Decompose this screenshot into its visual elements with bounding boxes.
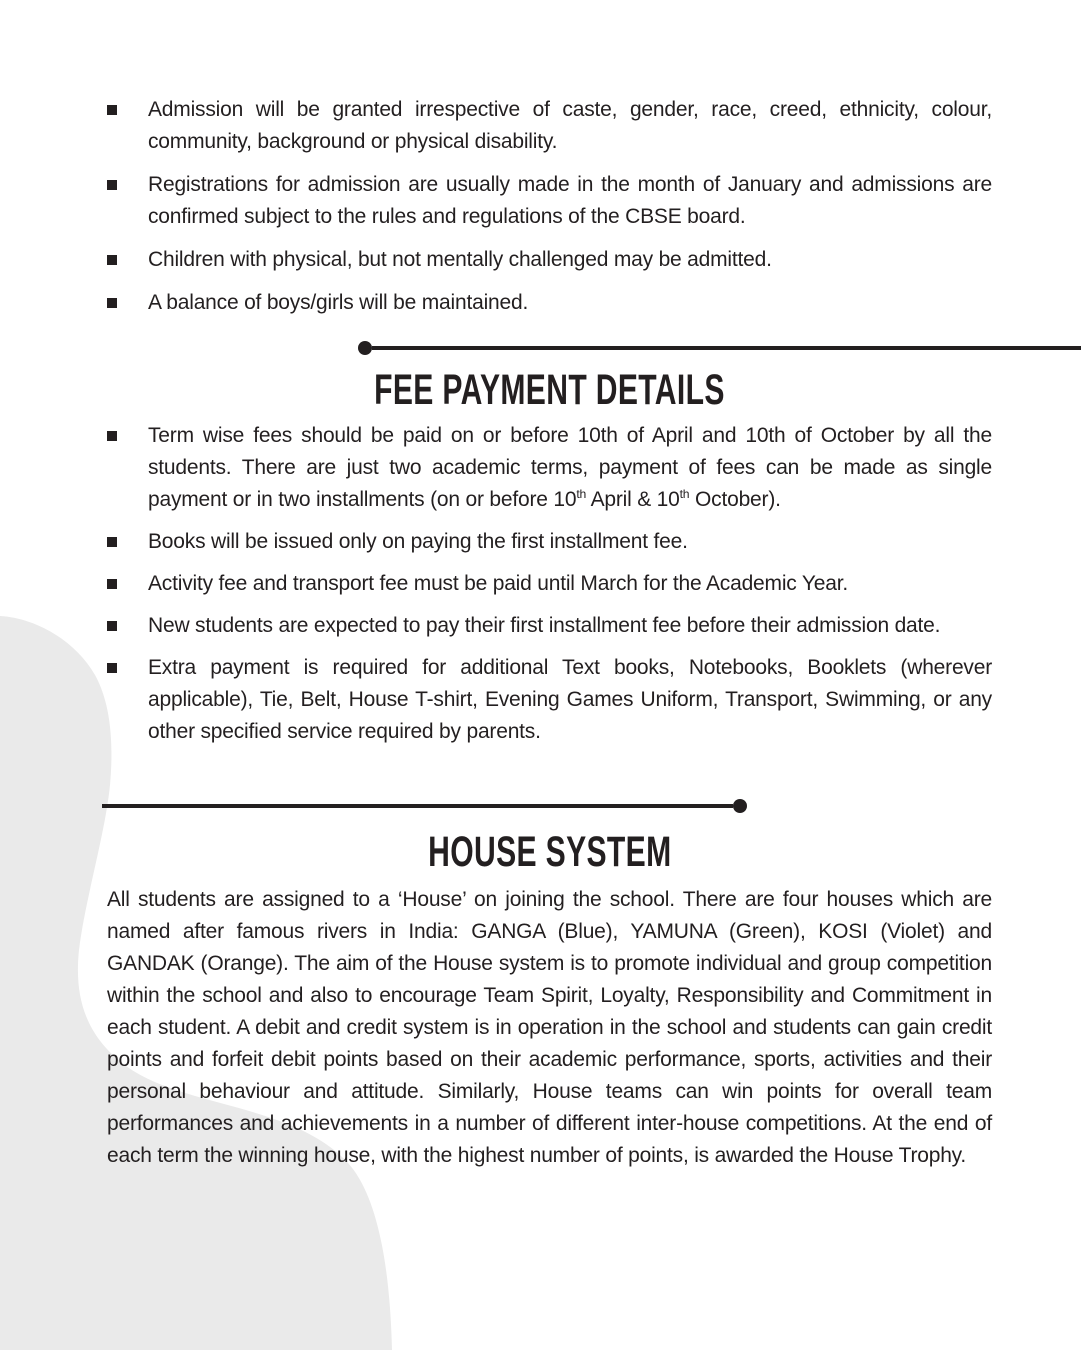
admission-bullet-text: Children with physical, but not mentally challenged may be admitted. (148, 248, 772, 271)
bullet-square-icon (107, 431, 117, 441)
admission-bullet-text: Registrations for admission are usually made in the month of January and admissions are confirmed subject to the rules and regulations of the CBSE board. (148, 173, 992, 228)
fee-bullet-text: New students are expected to pay their first installment fee before their admission date. (148, 614, 941, 637)
bullet-square-icon (107, 663, 117, 673)
fee-bullet-item (107, 568, 992, 600)
divider-dot-icon (358, 341, 372, 355)
fee-section-title-text: FEE PAYMENT DETAILS (374, 366, 725, 414)
superscript-th: th (679, 487, 690, 501)
admission-bullet-item (107, 94, 992, 158)
divider-line (102, 804, 733, 808)
bullet-square-icon (107, 255, 117, 265)
house-section-divider (102, 799, 747, 813)
admission-bullet-text: A balance of boys/girls will be maintained. (148, 291, 529, 314)
fee-bullet-item (107, 610, 992, 642)
bullet-square-icon (107, 298, 117, 308)
admission-bullet-item (107, 169, 992, 233)
divider-line (372, 346, 1081, 350)
fee-bullet-item (107, 652, 992, 748)
fee-bullet-text-segment: Term wise fees should be paid on or before 10th of April and 10th of October by all the students. There are just two academic terms, payment of fees can be made as single payment or in two installments (on or before 10 (148, 424, 992, 511)
fee-section-divider (358, 341, 1081, 355)
fee-bullet-text: Books will be issued only on paying the first installment fee. (148, 530, 688, 553)
divider-dot-icon (733, 799, 747, 813)
fee-bullet-text-segment: April & 10 (586, 488, 680, 511)
bullet-square-icon (107, 180, 117, 190)
bullet-square-icon (107, 105, 117, 115)
fee-bullet-text-segment: October). (689, 488, 781, 511)
fee-bullet-text (148, 420, 992, 516)
bullet-square-icon (107, 579, 117, 589)
house-system-paragraph: All students are assigned to a ‘House’ on joining the school. There are four houses which are named after famous rivers in India: GANGA (Blue), YAMUNA (Green), KOSI (Violet) and GANDAK (Orange). The aim of the House system is to promote individual and group competition within the school and also to encourage Team Spirit, Loyalty, Responsibility and Commitment in each student. A debit and credit system is in operation in the school and students can gain credit points and forfeit debit points based on their academic performance, sports, activities and their personal behaviour and attitude. Similarly, House teams can win points for overall team performances and achievements in a number of different inter-house competitions. At the end of each term the winning house, with the highest number of points, is awarded the House Trophy. (107, 888, 992, 1167)
fee-section-title (107, 366, 992, 414)
fee-bullet-list (107, 420, 992, 758)
admission-bullet-item (107, 287, 992, 319)
fee-bullet-text: Extra payment is required for additional Text books, Notebooks, Booklets (wherever applicable), Tie, Belt, House T-shirt, Evening Games Uniform, Transport, Swimming, or any other specified service required by parents. (148, 656, 992, 743)
admission-bullet-list (107, 94, 992, 330)
fee-bullet-item (107, 526, 992, 558)
house-section-title-text: HOUSE SYSTEM (427, 828, 672, 876)
bullet-square-icon (107, 537, 117, 547)
admission-bullet-text: Admission will be granted irrespective of caste, gender, race, creed, ethnicity, colour, community, background or physical disability. (148, 98, 992, 153)
fee-bullet-item (107, 420, 992, 516)
superscript-th: th (576, 487, 587, 501)
bullet-square-icon (107, 621, 117, 631)
admission-bullet-item (107, 244, 992, 276)
fee-bullet-text: Activity fee and transport fee must be paid until March for the Academic Year. (148, 572, 848, 595)
house-section-title (107, 828, 992, 876)
